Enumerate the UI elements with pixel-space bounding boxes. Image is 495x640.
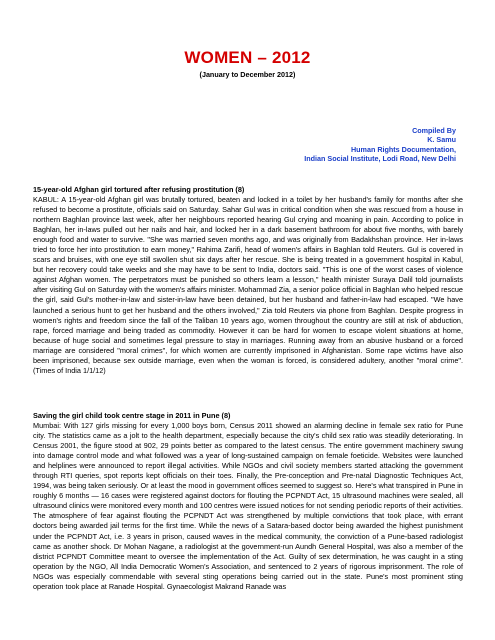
article	[33, 411, 463, 592]
article	[33, 185, 463, 376]
article-heading: 15-year-old Afghan girl tortured after refusing prostitution (8)	[33, 185, 245, 194]
document-subtitle: (January to December 2012)	[199, 70, 296, 79]
article-body: Mumbai: With 127 girls missing for every 1,000 boys born, Census 2011 showed an alarming decline in female sex ratio for Pune city. The statistics came as a jolt to the health department, especially because the city's child sex ratio was steadily deteriorating. In Census 2001, the figure stood at 902, 29 points better as compared to the latest census. The entire government machinery swung into damage control mode and what followed was a year of long-sustained campaign on female foeticide. Websites were launched and helplines were announced to report illegal activities. While NGOs and civil society members started attacking the government through RTI queries, spot reports kept officials on their toes. Finally, the Pre-conception and Pre-natal Diagnostic Techniques Act, 1994, was being taken seriously. Or at least the mood in government offices seemed to suggest so. Here's what transpired in Pune in roughly 6 months — 16 cases were registered against doctors for flouting the PCPNDT Act, 15 ultrasound machines were sealed, all ultrasound clinics were monitored every month and 100 centres were issued notices for not sending periodic reports of their activities. The atmosphere of fear against flouting the PCPNDT Act was strengthened by multiple convictions that took place, with errant doctors being awarded jail terms for the first time. While the news of a Satara-based doctor being awarded the highest punishment under the PCPNDT Act, i.e. 3 years in prison, caused waves in the medical community, the conviction of a Pune-based radiologist came as another shock. Dr Mohan Nagane, a radiologist at the government-run Aundh General Hospital, was also a member of the district PCPNDT Committee meant to oversee the implementation of the Act. Guilty of sex determination, he was caught in a sting operation by the NGO, All India Democratic Women's Association, and sentenced to 2 years of rigorous imprisonment. The role of NGOs was especially commendable with several sting operations being carried out in the state. Pune's most prominent sting operation took place at Ranade Hospital. Gynaecologist Makrand Ranade was	[33, 421, 463, 591]
article-body: KABUL: A 15-year-old Afghan girl was brutally tortured, beaten and locked in a toilet by her husband's family for months after she refused to become a prostitute, officials said on Saturday. Sahar Gul was in critical condition when she was rescued from a house in northern Baghlan province last week, after her neighbours reported hearing Gul crying and moaning in pain. According to police in Baghlan, her in-laws pulled out her nails and hair, and locked her in a dark basement bathroom for about five months, with barely enough food and water to survive. "She was married seven months ago, and was originally from Badakhshan province. Her in-laws tried to force her into prostitution to earn money," Rahima Zarifi, head of women's affairs in Baghlan told Reuters. Gul is covered in scars and bruises, with one eye still swollen shut six days after her rescue. She is being treated in a government hospital in Kabul, but her recovery could take weeks and she may have to be sent to India, doctors said. "This is one of the worst cases of violence against Afghan women. The perpetrators must be punished so others learn a lesson," health minister Suraya Dalil told journalists after visiting Gul on Saturday with the women's affairs minister. Mohammad Zia, a senior police official in Baghlan who helped rescue the girl, said Gul's mother-in-law and sister-in-law have been detained, but her husband and father-in-law had escaped. "We have launched a serious hunt to get her husband and the others involved," Zia told Reuters via phone from Baghlan. Despite progress in women's rights and freedom since the fall of the Taliban 10 years ago, women throughout the country are still at risk of abduction, rape, forced marriage and being traded as commodity. However it can be hard for women to escape violent situations at home, because of huge social and sometimes legal pressure to stay in marriages. Running away from an abusive husband or a forced marriage are considered "moral crimes", for which women are currently imprisoned in Afghanistan. Some rape victims have also been imprisoned, because sex outside marriage, even when the woman is forced, is considered adultery, another "moral crime". (Times of India 1/1/12)	[33, 195, 463, 375]
article-heading: Saving the girl child took centre stage in 2011 in Pune (8)	[33, 411, 231, 420]
document-title: WOMEN – 2012	[184, 48, 311, 67]
compiler-institute: Indian Social Institute, Lodi Road, New Delhi	[304, 154, 456, 164]
compiler-department: Human Rights Documentation,	[350, 144, 456, 154]
compiler-name: K. Samu	[427, 135, 456, 145]
compiled-by-label: Compiled By	[412, 126, 456, 135]
compiled-by-block	[304, 126, 456, 164]
